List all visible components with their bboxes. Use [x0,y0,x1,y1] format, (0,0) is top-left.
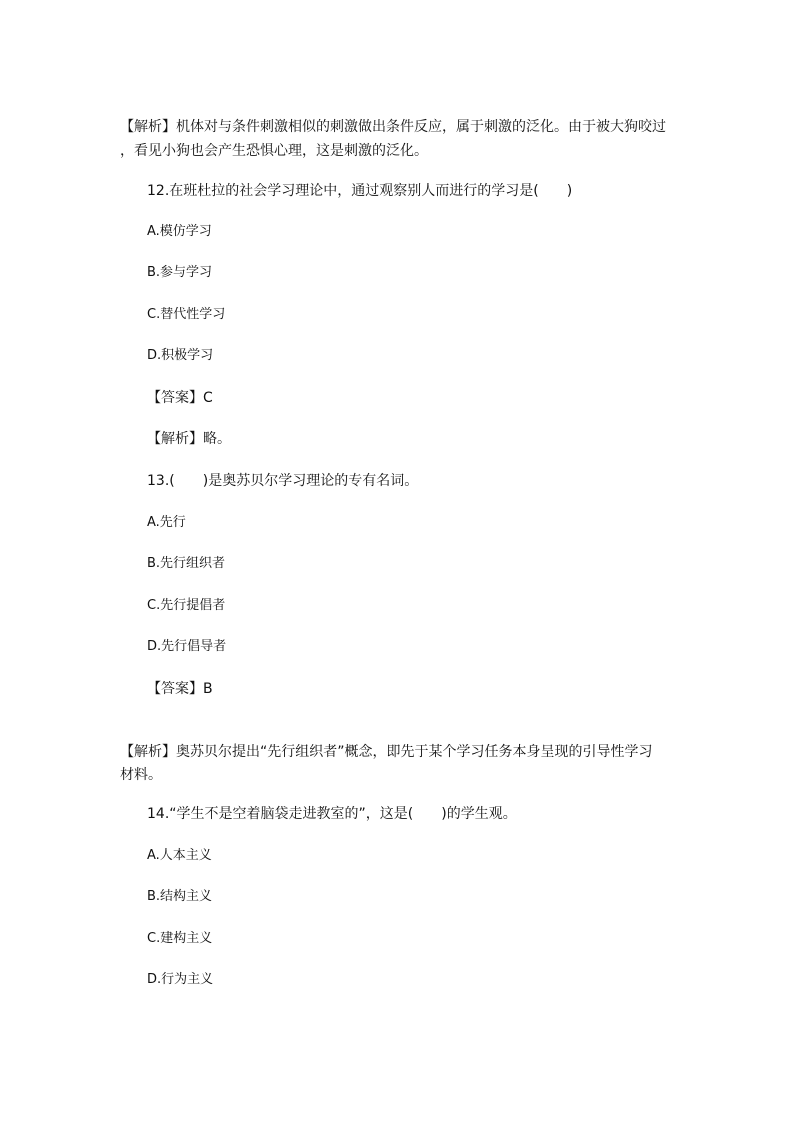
q14-option-a: A.人本主义 [147,848,212,863]
q13-analysis-line2: 材料。 [120,767,162,783]
question-14: 14.“学生不是空着脑袋走进教室的”，这是( )的学生观。 [147,806,517,822]
q13-analysis-line1: 【解析】奥苏贝尔提出“先行组织者”概念，即先于某个学习任务本身呈现的引导性学习 [120,744,653,760]
question-12: 12.在班杜拉的社会学习理论中，通过观察别人而进行的学习是( ) [147,183,573,199]
q12-answer: 【答案】C [147,390,213,406]
q14-option-c: C.建构主义 [147,931,213,946]
q12-option-d: D.积极学习 [147,348,214,363]
q14-option-b: B.结构主义 [147,889,213,904]
analysis-q11-line1: 【解析】机体对与条件刺激相似的刺激做出条件反应，属于刺激的泛化。由于被大狗咬过 [120,119,666,135]
q12-option-b: B.参与学习 [147,265,213,280]
q13-option-b: B.先行组织者 [147,556,226,571]
q13-option-d: D.先行倡导者 [147,639,227,654]
analysis-q11-line2: ，看见小狗也会产生恐惧心理，这是刺激的泛化。 [120,143,428,159]
q12-option-a: A.模仿学习 [147,224,212,239]
q13-option-a: A.先行 [147,515,186,530]
q13-option-c: C.先行提倡者 [147,598,226,613]
question-13: 13.( )是奥苏贝尔学习理论的专有名词。 [147,473,419,489]
q14-option-d: D.行为主义 [147,972,214,987]
q13-answer: 【答案】B [147,681,213,697]
q12-option-c: C.替代性学习 [147,307,226,322]
q12-analysis: 【解析】略。 [147,431,231,447]
